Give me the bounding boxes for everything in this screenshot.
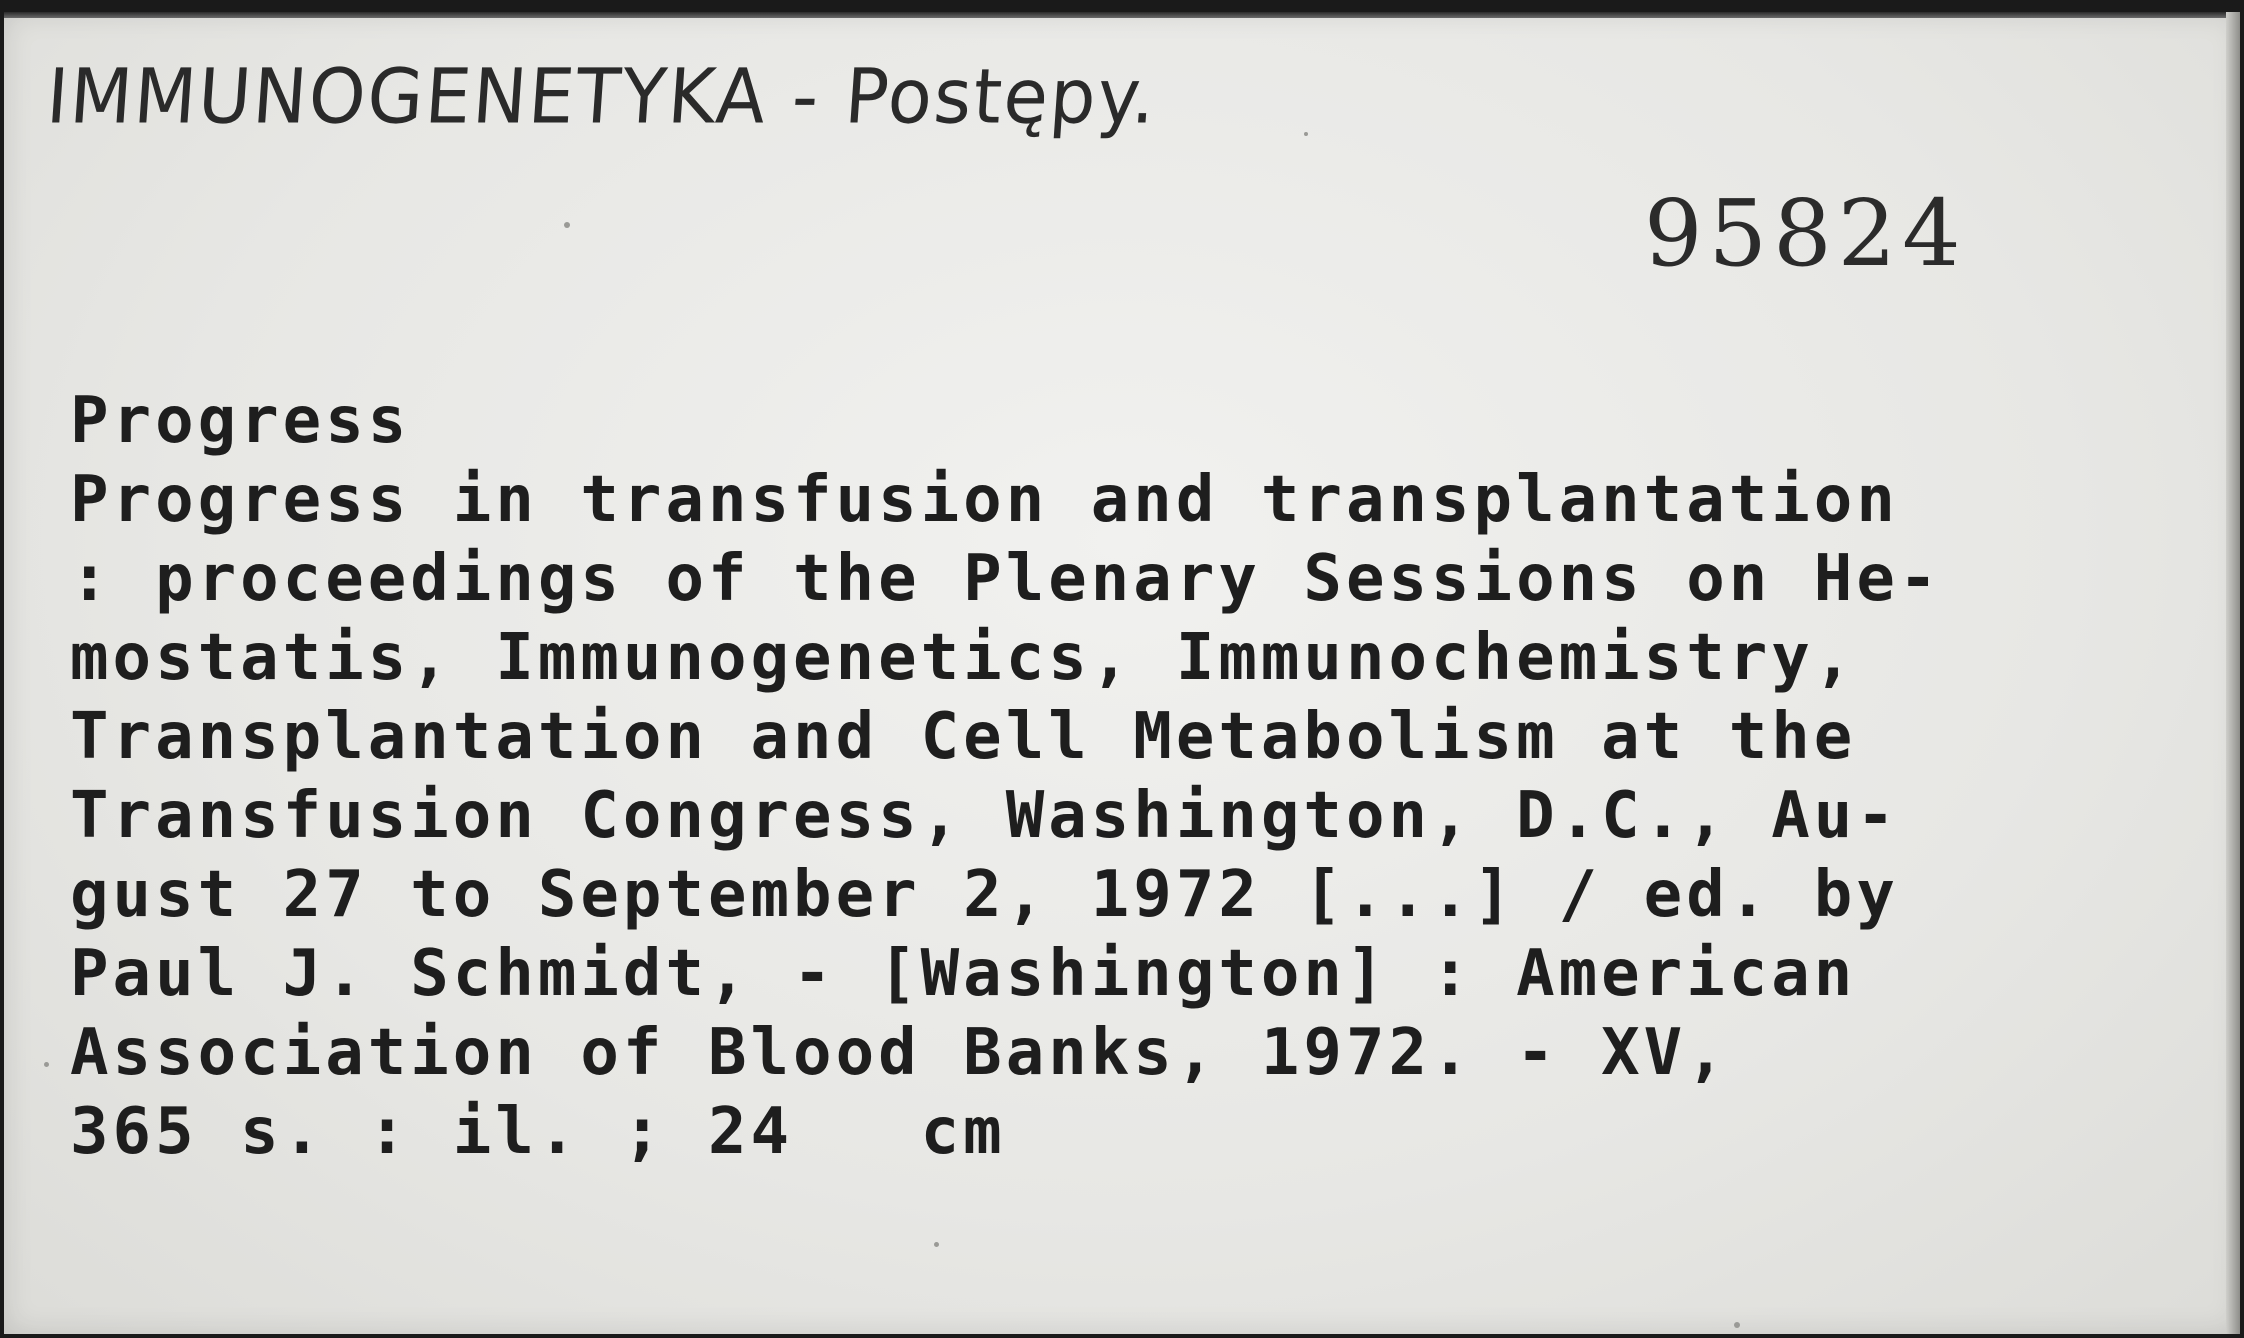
bibliographic-entry xyxy=(70,382,2200,1172)
entry-line-4: Transplantation and Cell Metabolism at the xyxy=(70,700,1857,774)
card-top-edge xyxy=(4,12,2240,18)
entry-line-9: 365 s. : il. ; 24 cm xyxy=(70,1095,1006,1169)
subject-heading: IMMUNOGENETYKA - Postępy. xyxy=(43,52,1161,141)
card-right-edge xyxy=(2226,12,2240,1334)
entry-line-2: : proceedings of the Plenary Sessions on He- xyxy=(70,542,1942,616)
entry-line-title-heading: Progress xyxy=(70,384,411,458)
paper-speck xyxy=(44,1062,49,1067)
entry-line-1: Progress in transfusion and transplantation xyxy=(70,463,1899,537)
entry-line-5: Transfusion Congress, Washington, D.C., Au- xyxy=(70,779,1899,853)
call-number: 95824 xyxy=(1644,180,1967,287)
paper-speck xyxy=(1304,132,1308,136)
entry-line-7: Paul J. Schmidt, - [Washington] : American xyxy=(70,937,1857,1011)
paper-speck xyxy=(564,222,570,228)
entry-line-3: mostatis, Immunogenetics, Immunochemistry, xyxy=(70,621,1857,695)
catalog-card xyxy=(4,12,2240,1334)
paper-speck xyxy=(1734,1322,1740,1328)
paper-speck xyxy=(934,1242,939,1247)
entry-line-6: gust 27 to September 2, 1972 [...] / ed. by xyxy=(70,858,1899,932)
entry-line-8: Association of Blood Banks, 1972. - XV, xyxy=(70,1016,1729,1090)
